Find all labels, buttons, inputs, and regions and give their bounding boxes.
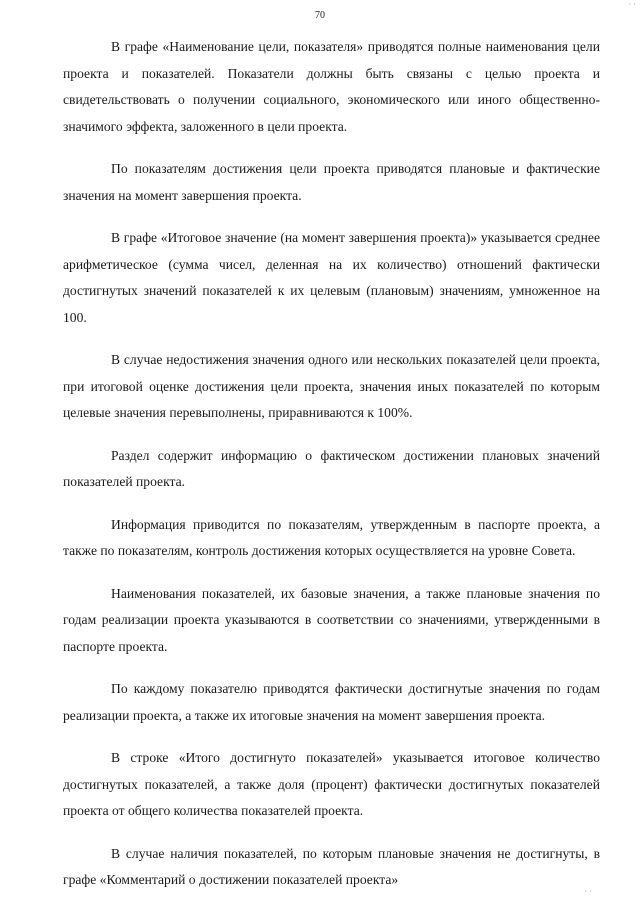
paragraph-indicator-names: Наименования показателей, их базовые значения, а также плановые значения по годам реализации проекта указываются в соответствии со значениями, утвержденными в паспорте проекта.: [63, 585, 600, 654]
scan-corner-mark-top: · ·: [628, 0, 636, 9]
page-number: 70: [315, 10, 325, 21]
paragraph-actual-values: По каждому показателю приводятся фактически достигнутые значения по годам реализации проекта, а также их итоговые значения на момент завершения проекта.: [63, 681, 600, 723]
scan-corner-mark-bottom: · ·: [584, 887, 592, 896]
paragraph-non-achievement: В случае недостижения значения одного или нескольких показателей цели проекта, при итоговой оценке достижения цели проекта, значения иных показателей по которым целевые значения перевыполнены, приравниваются к 100%.: [63, 352, 600, 420]
paragraph-final-value: В графе «Итоговое значение (на момент завершения проекта)» указывается среднее арифметическое (сумма чисел, деленная на их количество) отношений фактически достигнутых значений показателей к их целевым (плановым) значениям, умноженное на 100.: [63, 230, 600, 325]
paragraph-goal-indicators: По показателям достижения цели проекта приводятся плановые и фактические значения на момент завершения проекта.: [63, 161, 600, 203]
paragraph-section-info: Раздел содержит информацию о фактическом достижении плановых значений показателей проекта.: [63, 447, 600, 489]
paragraph-name-column: В графе «Наименование цели, показателя» приводятся полные наименования цели проекта и показателей. Показатели должны быть связаны с целью проекта и свидетельствовать о получении социального, экономического или иного общественно-значимого эффекта, заложенного в цели проекта.: [63, 39, 600, 134]
paragraph-information-source: Информация приводится по показателям, утвержденным в паспорте проекта, а также по показателям, контроль достижения которых осуществляется на уровне Совета.: [63, 516, 600, 558]
paragraph-comment-column: В случае наличия показателей, по которым плановые значения не достигнуты, в графе «Комментарий о достижении показателей проекта»: [63, 845, 600, 887]
body-text: [63, 34, 600, 894]
paragraph-total-row: В строке «Итого достигнуто показателей» указывается итоговое количество достигнутых показателей, а также доля (процент) фактически достигнутых показателей проекта от общего количества показателей проекта.: [63, 750, 600, 818]
